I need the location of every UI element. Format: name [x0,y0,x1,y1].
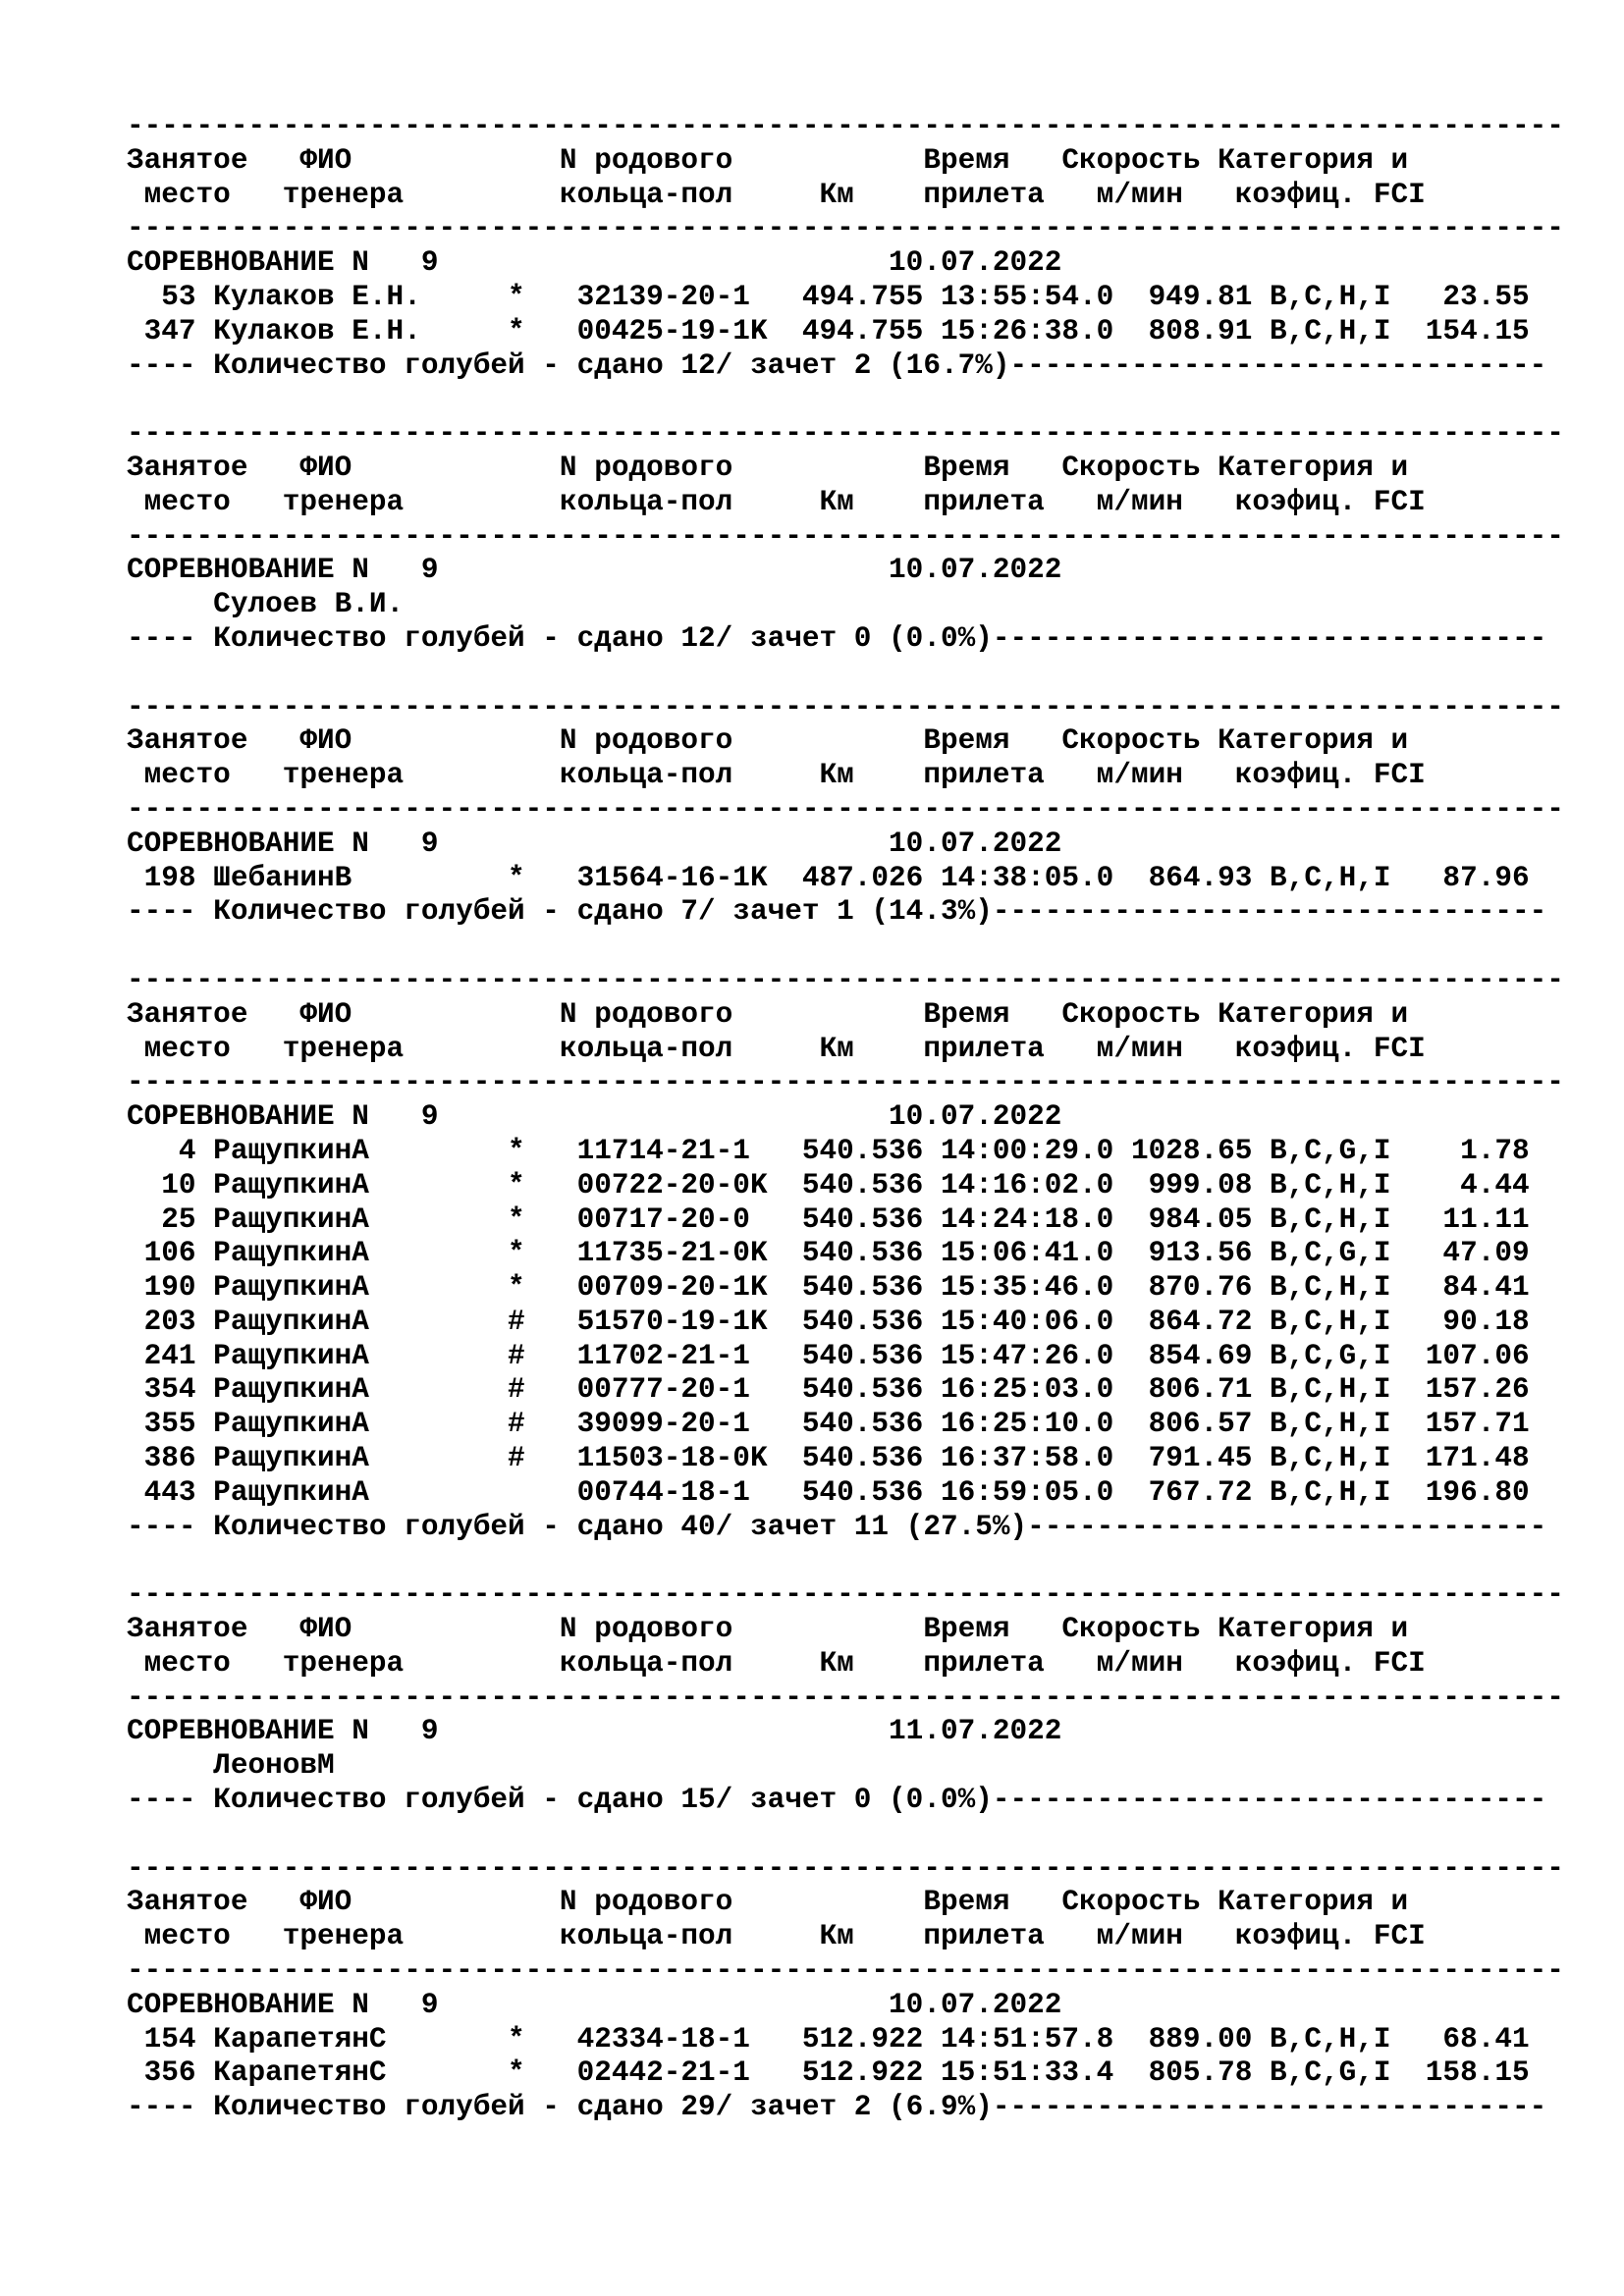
competition-block [127,417,1564,690]
competition-title: СОРЕВНОВАНИЕ N 9 10.07.2022 [127,246,1062,280]
summary-line: ---- Количество голубей - сдано 12/ зачет 0 (0.0%)-------------------------------- [127,621,1547,655]
result-row: 4 РащупкинА * 11714-21-1 540.536 14:00:29.0 1028.65 B,C,G,I 1.78 [127,1134,1530,1167]
rule: ----------------------------------------------------------------------------------- [127,690,1564,723]
column-header-line2: место тренера кольца-пол Км прилета м/мин коэфиц. FCI [127,1032,1426,1065]
column-header-line2: место тренера кольца-пол Км прилета м/мин коэфиц. FCI [127,1920,1426,1953]
column-header-line2: место тренера кольца-пол Км прилета м/мин коэфиц. FCI [127,759,1426,792]
result-row: 53 Кулаков Е.Н. * 32139-20-1 494.755 13:55:54.0 949.81 B,C,H,I 23.55 [127,280,1530,313]
column-header-line1: Занятое ФИО N родового Время Скорость Категория и [127,451,1409,484]
result-row: 190 РащупкинА * 00709-20-1K 540.536 15:35:46.0 870.76 B,C,H,I 84.41 [127,1271,1530,1305]
column-header-line2: место тренера кольца-пол Км прилета м/мин коэфиц. FCI [127,1646,1426,1680]
result-row: 355 РащупкинА # 39099-20-1 540.536 16:25:10.0 806.57 B,C,H,I 157.71 [127,1408,1530,1441]
summary-line: ---- Количество голубей - сдано 29/ зачет 2 (6.9%)-------------------------------- [127,2091,1547,2124]
rule: ----------------------------------------------------------------------------------- [127,792,1564,826]
rule: ----------------------------------------------------------------------------------- [127,519,1564,553]
column-header-line1: Занятое ФИО N родового Время Скорость Категория и [127,1886,1409,1919]
competition-block [127,1578,1564,1851]
competition-block [127,691,1564,964]
result-row: 10 РащупкинА * 00722-20-0K 540.536 14:16:02.0 999.08 B,C,H,I 4.44 [127,1168,1530,1201]
result-row: 198 ШебанинВ * 31564-16-1K 487.026 14:38:05.0 864.93 B,C,H,I 87.96 [127,861,1530,894]
column-header-line1: Занятое ФИО N родового Время Скорость Категория и [127,724,1409,758]
result-row: 203 РащупкинА # 51570-19-1K 540.536 15:40:06.0 864.72 B,C,H,I 90.18 [127,1305,1530,1338]
competition-title: СОРЕВНОВАНИЕ N 9 10.07.2022 [127,1100,1062,1134]
competition-block [127,110,1564,417]
result-row: ЛеоновМ [127,1749,335,1783]
rule: ----------------------------------------------------------------------------------- [127,1066,1564,1099]
rule: ----------------------------------------------------------------------------------- [127,1954,1564,1988]
result-row: 356 КарапетянС * 02442-21-1 512.922 15:51:33.4 805.78 B,C,G,I 158.15 [127,2056,1530,2090]
rule: ----------------------------------------------------------------------------------- [127,1578,1564,1612]
column-header-line1: Занятое ФИО N родового Время Скорость Категория и [127,997,1409,1031]
result-row: Сулоев В.И. [127,588,405,621]
competition-title: СОРЕВНОВАНИЕ N 9 10.07.2022 [127,1988,1062,2021]
rule: ----------------------------------------------------------------------------------- [127,110,1564,142]
spacer [127,657,1564,691]
spacer [127,383,1564,417]
summary-line: ---- Количество голубей - сдано 40/ зачет 11 (27.5%)------------------------------ [127,1510,1547,1543]
column-header-line1: Занятое ФИО N родового Время Скорость Категория и [127,1613,1409,1646]
spacer [127,1544,1564,1578]
column-header-line2: место тренера кольца-пол Км прилета м/мин коэфиц. FCI [127,178,1426,211]
result-row: 354 РащупкинА # 00777-20-1 540.536 16:25:03.0 806.71 B,C,H,I 157.26 [127,1373,1530,1407]
column-header-line1: Занятое ФИО N родового Время Скорость Категория и [127,143,1409,177]
result-row: 386 РащупкинА # 11503-18-0K 540.536 16:37:58.0 791.45 B,C,H,I 171.48 [127,1442,1530,1475]
spacer [127,930,1564,964]
summary-line: ---- Количество голубей - сдано 7/ зачет 1 (14.3%)-------------------------------- [127,895,1547,929]
summary-line: ---- Количество голубей - сдано 12/ зачет 2 (16.7%)------------------------------- [127,348,1547,382]
result-row: 443 РащупкинА 00744-18-1 540.536 16:59:05.0 767.72 B,C,H,I 196.80 [127,1475,1530,1509]
competition-block [127,964,1564,1578]
rule: ----------------------------------------------------------------------------------- [127,1851,1564,1885]
rule: ----------------------------------------------------------------------------------- [127,963,1564,996]
result-row: 154 КарапетянС * 42334-18-1 512.922 14:51:57.8 889.00 B,C,H,I 68.41 [127,2022,1530,2056]
spacer [127,1818,1564,1852]
result-row: 347 Кулаков Е.Н. * 00425-19-1K 494.755 15:26:38.0 808.91 B,C,H,I 154.15 [127,314,1530,347]
rule: ----------------------------------------------------------------------------------- [127,417,1564,451]
competition-block [127,1852,1564,2125]
rule: ----------------------------------------------------------------------------------- [127,1681,1564,1714]
competition-title: СОРЕВНОВАНИЕ N 9 11.07.2022 [127,1715,1062,1748]
rule: ----------------------------------------------------------------------------------- [127,212,1564,245]
result-row: 25 РащупкинА * 00717-20-0 540.536 14:24:18.0 984.05 B,C,H,I 11.11 [127,1202,1530,1236]
results-printout [127,110,1564,2125]
summary-line: ---- Количество голубей - сдано 15/ зачет 0 (0.0%)-------------------------------- [127,1784,1547,1817]
result-row: 106 РащупкинА * 11735-21-0K 540.536 15:06:41.0 913.56 B,C,G,I 47.09 [127,1237,1530,1270]
competition-title: СОРЕВНОВАНИЕ N 9 10.07.2022 [127,554,1062,587]
competition-title: СОРЕВНОВАНИЕ N 9 10.07.2022 [127,827,1062,860]
column-header-line2: место тренера кольца-пол Км прилета м/мин коэфиц. FCI [127,485,1426,518]
result-row: 241 РащупкинА # 11702-21-1 540.536 15:47:26.0 854.69 B,C,G,I 107.06 [127,1339,1530,1372]
